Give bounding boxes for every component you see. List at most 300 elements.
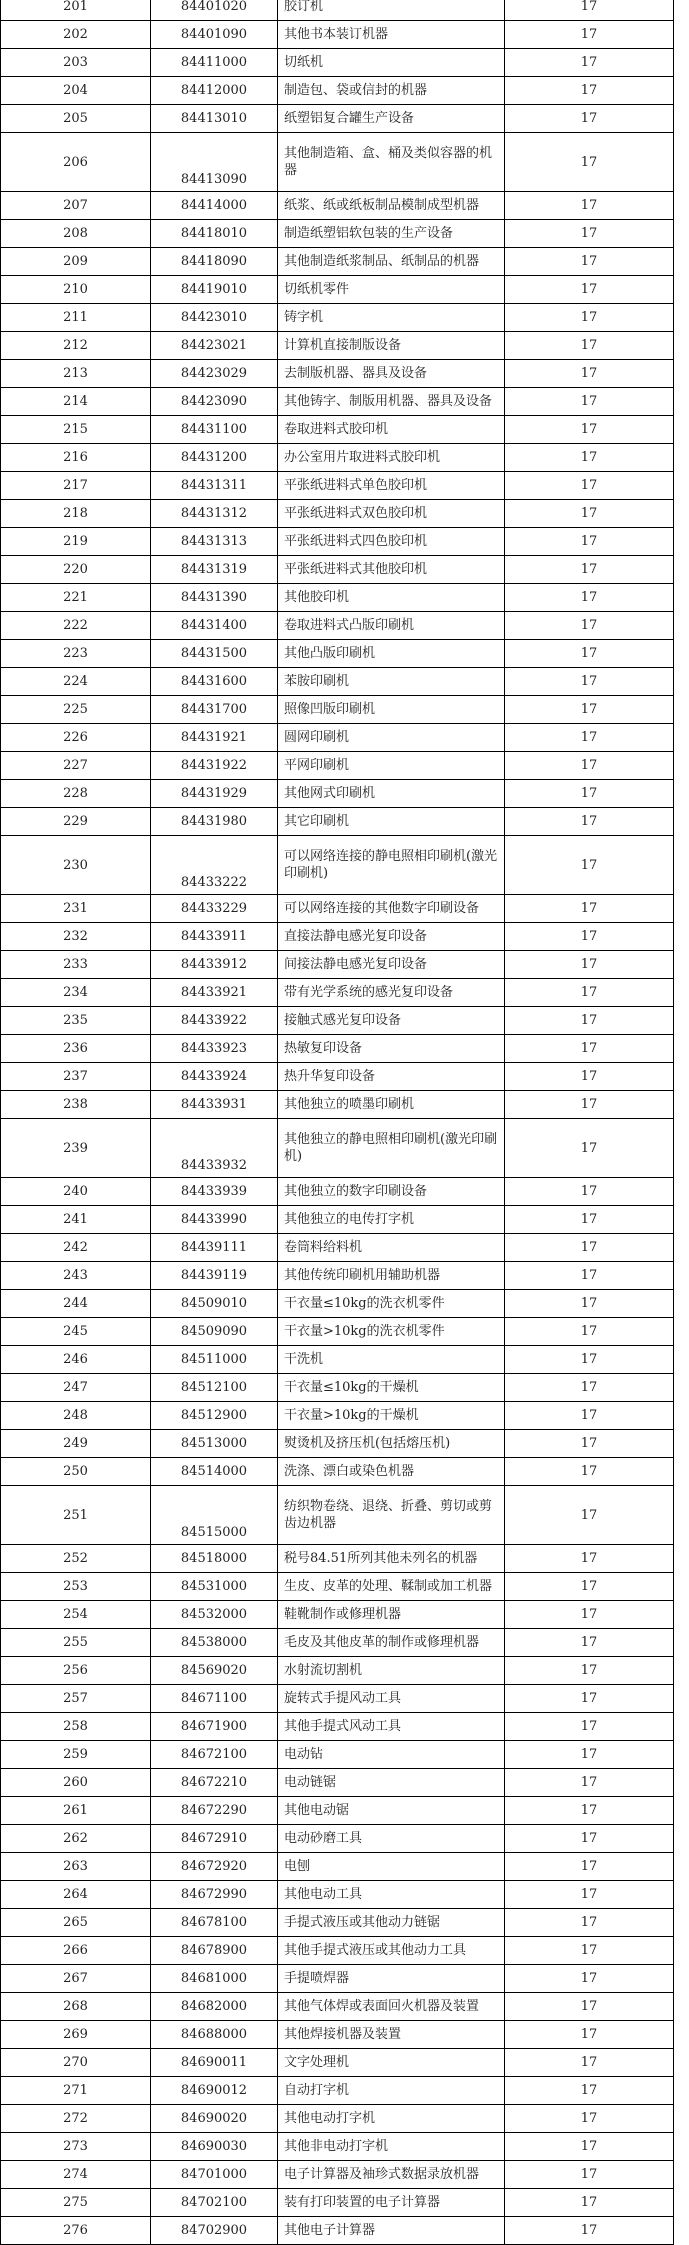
tax-rate-cell: 17 — [505, 1178, 674, 1206]
table-row — [1, 1119, 674, 1178]
tariff-code-cell: 84431980 — [151, 808, 278, 836]
tariff-code-cell: 84431100 — [151, 416, 278, 444]
tariff-code-cell: 84509090 — [151, 1318, 278, 1346]
row-number-cell: 269 — [1, 2021, 151, 2049]
row-number-cell: 206 — [1, 133, 151, 192]
item-name-cell: 纸塑铝复合罐生产设备 — [278, 105, 505, 133]
tax-rate-cell: 17 — [505, 1458, 674, 1486]
item-name-cell: 水射流切割机 — [278, 1657, 505, 1685]
tax-rate-cell: 17 — [505, 2077, 674, 2105]
table-row — [1, 752, 674, 780]
row-number-cell: 266 — [1, 1937, 151, 1965]
tariff-code-cell: 84433921 — [151, 979, 278, 1007]
item-name-cell: 其他焊接机器及装置 — [278, 2021, 505, 2049]
item-name-cell: 其他传统印刷机用辅助机器 — [278, 1262, 505, 1290]
tax-rate-cell: 17 — [505, 388, 674, 416]
item-name-cell: 纸浆、纸或纸板制品模制成型机器 — [278, 192, 505, 220]
row-number-cell: 203 — [1, 49, 151, 77]
tariff-code-cell: 84412000 — [151, 77, 278, 105]
tariff-code-cell: 84702100 — [151, 2189, 278, 2217]
table-row — [1, 444, 674, 472]
row-number-cell: 267 — [1, 1965, 151, 1993]
item-name-cell: 热升华复印设备 — [278, 1063, 505, 1091]
item-name-cell: 鞋靴制作或修理机器 — [278, 1601, 505, 1629]
table-row — [1, 780, 674, 808]
row-number-cell: 245 — [1, 1318, 151, 1346]
item-name-cell: 平张纸进料式其他胶印机 — [278, 556, 505, 584]
table-row — [1, 528, 674, 556]
item-name-cell: 旋转式手提风动工具 — [278, 1685, 505, 1713]
tax-rate-cell: 17 — [505, 1206, 674, 1234]
table-row — [1, 1178, 674, 1206]
tax-rate-cell: 17 — [505, 0, 674, 21]
tariff-code-cell: 84433229 — [151, 895, 278, 923]
tax-rate-cell: 17 — [505, 528, 674, 556]
table-row — [1, 133, 674, 192]
row-number-cell: 252 — [1, 1545, 151, 1573]
tax-rate-cell: 17 — [505, 192, 674, 220]
item-name-cell: 其他手提式风动工具 — [278, 1713, 505, 1741]
table-row — [1, 2049, 674, 2077]
row-number-cell: 217 — [1, 472, 151, 500]
row-number-cell: 224 — [1, 668, 151, 696]
row-number-cell: 202 — [1, 21, 151, 49]
item-name-cell: 自动打字机 — [278, 2077, 505, 2105]
row-number-cell: 215 — [1, 416, 151, 444]
item-name-cell: 计算机直接制版设备 — [278, 332, 505, 360]
table-row — [1, 192, 674, 220]
table-row — [1, 1825, 674, 1853]
item-name-cell: 其他电动锯 — [278, 1797, 505, 1825]
tariff-code-cell: 84431922 — [151, 752, 278, 780]
table-row — [1, 951, 674, 979]
row-number-cell: 216 — [1, 444, 151, 472]
table-row — [1, 2105, 674, 2133]
tariff-code-cell: 84682000 — [151, 1993, 278, 2021]
table-row — [1, 1035, 674, 1063]
row-number-cell: 248 — [1, 1402, 151, 1430]
tax-rate-cell: 17 — [505, 1035, 674, 1063]
row-number-cell: 230 — [1, 836, 151, 895]
tax-rate-cell: 17 — [505, 1657, 674, 1685]
row-number-cell: 265 — [1, 1909, 151, 1937]
table-row — [1, 2161, 674, 2189]
table-row — [1, 1007, 674, 1035]
item-name-cell: 切纸机 — [278, 49, 505, 77]
item-name-cell: 其他电子计算器 — [278, 2217, 505, 2245]
row-number-cell: 240 — [1, 1178, 151, 1206]
table-row — [1, 332, 674, 360]
tariff-code-cell: 84531000 — [151, 1573, 278, 1601]
row-number-cell: 276 — [1, 2217, 151, 2245]
tariff-code-cell: 84672210 — [151, 1769, 278, 1797]
row-number-cell: 231 — [1, 895, 151, 923]
item-name-cell: 其他独立的电传打字机 — [278, 1206, 505, 1234]
tax-rate-cell: 17 — [505, 1881, 674, 1909]
tariff-code-cell: 84513000 — [151, 1430, 278, 1458]
tax-rate-cell: 17 — [505, 332, 674, 360]
table-row — [1, 668, 674, 696]
tariff-code-cell: 84701000 — [151, 2161, 278, 2189]
item-name-cell: 苯胺印刷机 — [278, 668, 505, 696]
row-number-cell: 220 — [1, 556, 151, 584]
tariff-code-cell: 84433990 — [151, 1206, 278, 1234]
tax-rate-cell: 17 — [505, 1234, 674, 1262]
table-row — [1, 2133, 674, 2161]
tax-rate-cell: 17 — [505, 1713, 674, 1741]
item-name-cell: 去制版机器、器具及设备 — [278, 360, 505, 388]
row-number-cell: 261 — [1, 1797, 151, 1825]
tariff-code-cell: 84431311 — [151, 472, 278, 500]
tax-rate-cell: 17 — [505, 612, 674, 640]
table-row — [1, 696, 674, 724]
table-row — [1, 2217, 674, 2245]
tariff-code-cell: 84418010 — [151, 220, 278, 248]
tariff-code-cell: 84433931 — [151, 1091, 278, 1119]
table-row — [1, 1091, 674, 1119]
table-row — [1, 1346, 674, 1374]
tax-rate-cell: 17 — [505, 500, 674, 528]
item-name-cell: 照像凹版印刷机 — [278, 696, 505, 724]
tariff-code-cell: 84433932 — [151, 1119, 278, 1178]
table-row — [1, 923, 674, 951]
tax-rate-cell: 17 — [505, 1629, 674, 1657]
item-name-cell: 其他电动工具 — [278, 1881, 505, 1909]
row-number-cell: 219 — [1, 528, 151, 556]
table-row — [1, 808, 674, 836]
tax-rate-cell: 17 — [505, 2161, 674, 2189]
tax-rate-cell: 17 — [505, 2105, 674, 2133]
tax-rate-cell: 17 — [505, 1741, 674, 1769]
tax-rate-cell: 17 — [505, 696, 674, 724]
item-name-cell: 税号84.51所列其他未列名的机器 — [278, 1545, 505, 1573]
item-name-cell: 平张纸进料式四色胶印机 — [278, 528, 505, 556]
tax-rate-cell: 17 — [505, 1853, 674, 1881]
tariff-code-cell: 84423010 — [151, 304, 278, 332]
row-number-cell: 241 — [1, 1206, 151, 1234]
tax-rate-cell: 17 — [505, 640, 674, 668]
tax-rate-cell: 17 — [505, 2133, 674, 2161]
row-number-cell: 237 — [1, 1063, 151, 1091]
tariff-table-body — [1, 0, 674, 2245]
tax-rate-cell: 17 — [505, 416, 674, 444]
table-row — [1, 304, 674, 332]
item-name-cell: 可以网络连接的静电照相印刷机(激光印刷机) — [278, 836, 505, 895]
row-number-cell: 208 — [1, 220, 151, 248]
tariff-code-cell: 84439119 — [151, 1262, 278, 1290]
tax-rate-cell: 17 — [505, 836, 674, 895]
tariff-code-cell: 84532000 — [151, 1601, 278, 1629]
tariff-code-cell: 84672920 — [151, 1853, 278, 1881]
table-row — [1, 1374, 674, 1402]
tax-rate-cell: 17 — [505, 780, 674, 808]
table-row — [1, 1318, 674, 1346]
row-number-cell: 274 — [1, 2161, 151, 2189]
row-number-cell: 250 — [1, 1458, 151, 1486]
table-row — [1, 979, 674, 1007]
tax-rate-cell: 17 — [505, 1797, 674, 1825]
table-row — [1, 416, 674, 444]
tariff-code-cell: 84690012 — [151, 2077, 278, 2105]
item-name-cell: 胶订机 — [278, 0, 505, 21]
tax-rate-cell: 17 — [505, 1601, 674, 1629]
item-name-cell: 电刨 — [278, 1853, 505, 1881]
row-number-cell: 222 — [1, 612, 151, 640]
item-name-cell: 电动钻 — [278, 1741, 505, 1769]
item-name-cell: 毛皮及其他皮革的制作或修理机器 — [278, 1629, 505, 1657]
item-name-cell: 其他独立的静电照相印刷机(激光印刷机) — [278, 1119, 505, 1178]
tariff-code-cell: 84688000 — [151, 2021, 278, 2049]
row-number-cell: 253 — [1, 1573, 151, 1601]
table-row — [1, 1629, 674, 1657]
tax-rate-cell: 17 — [505, 1063, 674, 1091]
item-name-cell: 直接法静电感光复印设备 — [278, 923, 505, 951]
tax-rate-cell: 17 — [505, 49, 674, 77]
tax-rate-cell: 17 — [505, 1825, 674, 1853]
tax-rate-cell: 17 — [505, 1119, 674, 1178]
item-name-cell: 干洗机 — [278, 1346, 505, 1374]
tariff-code-cell: 84569020 — [151, 1657, 278, 1685]
row-number-cell: 270 — [1, 2049, 151, 2077]
tariff-code-cell: 84678100 — [151, 1909, 278, 1937]
table-row — [1, 1797, 674, 1825]
table-row — [1, 77, 674, 105]
item-name-cell: 纺织物卷绕、退绕、折叠、剪切或剪齿边机器 — [278, 1486, 505, 1545]
row-number-cell: 226 — [1, 724, 151, 752]
row-number-cell: 272 — [1, 2105, 151, 2133]
table-row — [1, 1657, 674, 1685]
item-name-cell: 手提式液压或其他动力链锯 — [278, 1909, 505, 1937]
tariff-code-cell: 84431600 — [151, 668, 278, 696]
item-name-cell: 洗涤、漂白或染色机器 — [278, 1458, 505, 1486]
table-row — [1, 1993, 674, 2021]
tariff-code-cell: 84690030 — [151, 2133, 278, 2161]
table-row — [1, 640, 674, 668]
table-row — [1, 1290, 674, 1318]
item-name-cell: 制造包、袋或信封的机器 — [278, 77, 505, 105]
item-name-cell: 熨烫机及挤压机(包括熔压机) — [278, 1430, 505, 1458]
row-number-cell: 239 — [1, 1119, 151, 1178]
row-number-cell: 257 — [1, 1685, 151, 1713]
tariff-code-cell: 84433923 — [151, 1035, 278, 1063]
table-row — [1, 1262, 674, 1290]
item-name-cell: 接触式感光复印设备 — [278, 1007, 505, 1035]
tax-rate-cell: 17 — [505, 1091, 674, 1119]
row-number-cell: 242 — [1, 1234, 151, 1262]
tax-rate-cell: 17 — [505, 1769, 674, 1797]
tax-rate-cell: 17 — [505, 1573, 674, 1601]
tariff-code-cell: 84433911 — [151, 923, 278, 951]
tariff-code-cell: 84423029 — [151, 360, 278, 388]
table-row — [1, 1430, 674, 1458]
tariff-code-cell: 84514000 — [151, 1458, 278, 1486]
tariff-code-cell: 84439111 — [151, 1234, 278, 1262]
tariff-code-cell: 84678900 — [151, 1937, 278, 1965]
tariff-code-cell: 84690011 — [151, 2049, 278, 2077]
table-row — [1, 1206, 674, 1234]
item-name-cell: 间接法静电感光复印设备 — [278, 951, 505, 979]
row-number-cell: 233 — [1, 951, 151, 979]
table-row — [1, 1881, 674, 1909]
table-row — [1, 49, 674, 77]
tax-rate-cell: 17 — [505, 2021, 674, 2049]
row-number-cell: 221 — [1, 584, 151, 612]
row-number-cell: 256 — [1, 1657, 151, 1685]
row-number-cell: 254 — [1, 1601, 151, 1629]
item-name-cell: 热敏复印设备 — [278, 1035, 505, 1063]
tax-rate-cell: 17 — [505, 133, 674, 192]
table-row — [1, 724, 674, 752]
row-number-cell: 275 — [1, 2189, 151, 2217]
table-row — [1, 2021, 674, 2049]
table-row — [1, 0, 674, 21]
tariff-code-cell: 84672910 — [151, 1825, 278, 1853]
tax-rate-cell: 17 — [505, 360, 674, 388]
row-number-cell: 213 — [1, 360, 151, 388]
tax-rate-cell: 17 — [505, 304, 674, 332]
table-row — [1, 2077, 674, 2105]
table-row — [1, 584, 674, 612]
row-number-cell: 262 — [1, 1825, 151, 1853]
item-name-cell: 卷取进料式凸版印刷机 — [278, 612, 505, 640]
tax-rate-cell: 17 — [505, 77, 674, 105]
item-name-cell: 电动砂磨工具 — [278, 1825, 505, 1853]
tax-rate-cell: 17 — [505, 752, 674, 780]
tariff-code-cell: 84672290 — [151, 1797, 278, 1825]
tax-rate-cell: 17 — [505, 1374, 674, 1402]
tariff-code-cell: 84401020 — [151, 0, 278, 21]
tariff-code-cell: 84512100 — [151, 1374, 278, 1402]
tariff-code-cell: 84431312 — [151, 500, 278, 528]
table-row — [1, 1937, 674, 1965]
tax-rate-cell: 17 — [505, 220, 674, 248]
table-row — [1, 836, 674, 895]
item-name-cell: 干衣量≤10kg的洗衣机零件 — [278, 1290, 505, 1318]
row-number-cell: 227 — [1, 752, 151, 780]
tax-rate-cell: 17 — [505, 923, 674, 951]
table-row — [1, 1063, 674, 1091]
tax-rate-cell: 17 — [505, 1486, 674, 1545]
tax-rate-cell: 17 — [505, 1545, 674, 1573]
item-name-cell: 其他制造纸浆制品、纸制品的机器 — [278, 248, 505, 276]
item-name-cell: 圆网印刷机 — [278, 724, 505, 752]
table-row — [1, 276, 674, 304]
tax-rate-cell: 17 — [505, 556, 674, 584]
tariff-code-cell: 84515000 — [151, 1486, 278, 1545]
row-number-cell: 201 — [1, 0, 151, 21]
tariff-code-cell: 84431921 — [151, 724, 278, 752]
tariff-code-cell: 84672100 — [151, 1741, 278, 1769]
row-number-cell: 251 — [1, 1486, 151, 1545]
row-number-cell: 255 — [1, 1629, 151, 1657]
item-name-cell: 装有打印装置的电子计算器 — [278, 2189, 505, 2217]
tax-rate-cell: 17 — [505, 2049, 674, 2077]
tariff-code-cell: 84671100 — [151, 1685, 278, 1713]
tax-rate-cell: 17 — [505, 1430, 674, 1458]
table-row — [1, 360, 674, 388]
tax-rate-cell: 17 — [505, 951, 674, 979]
table-row — [1, 1486, 674, 1545]
row-number-cell: 207 — [1, 192, 151, 220]
row-number-cell: 214 — [1, 388, 151, 416]
table-row — [1, 388, 674, 416]
item-name-cell: 切纸机零件 — [278, 276, 505, 304]
row-number-cell: 244 — [1, 1290, 151, 1318]
item-name-cell: 其他书本装订机器 — [278, 21, 505, 49]
table-row — [1, 105, 674, 133]
tariff-code-cell: 84690020 — [151, 2105, 278, 2133]
table-row — [1, 472, 674, 500]
row-number-cell: 218 — [1, 500, 151, 528]
row-number-cell: 210 — [1, 276, 151, 304]
item-name-cell: 其他电动打字机 — [278, 2105, 505, 2133]
tariff-code-cell: 84431929 — [151, 780, 278, 808]
tariff-code-cell: 84671900 — [151, 1713, 278, 1741]
table-row — [1, 1769, 674, 1797]
tax-rate-cell: 17 — [505, 668, 674, 696]
item-name-cell: 卷取进料式胶印机 — [278, 416, 505, 444]
tax-rate-cell: 17 — [505, 895, 674, 923]
item-name-cell: 生皮、皮革的处理、鞣制或加工机器 — [278, 1573, 505, 1601]
tariff-code-cell: 84702900 — [151, 2217, 278, 2245]
item-name-cell: 其他凸版印刷机 — [278, 640, 505, 668]
tariff-code-cell: 84423090 — [151, 388, 278, 416]
row-number-cell: 249 — [1, 1430, 151, 1458]
row-number-cell: 209 — [1, 248, 151, 276]
row-number-cell: 205 — [1, 105, 151, 133]
item-name-cell: 可以网络连接的其他数字印刷设备 — [278, 895, 505, 923]
row-number-cell: 246 — [1, 1346, 151, 1374]
table-row — [1, 1458, 674, 1486]
table-row — [1, 1234, 674, 1262]
tariff-code-cell: 84413090 — [151, 133, 278, 192]
tariff-code-cell: 84419010 — [151, 276, 278, 304]
tariff-code-cell: 84431200 — [151, 444, 278, 472]
tax-rate-cell: 17 — [505, 1909, 674, 1937]
tax-rate-cell: 17 — [505, 1007, 674, 1035]
item-name-cell: 其它印刷机 — [278, 808, 505, 836]
row-number-cell: 223 — [1, 640, 151, 668]
tariff-code-cell: 84518000 — [151, 1545, 278, 1573]
item-name-cell: 干衣量>10kg的干燥机 — [278, 1402, 505, 1430]
tax-rate-cell: 17 — [505, 1937, 674, 1965]
row-number-cell: 211 — [1, 304, 151, 332]
row-number-cell: 204 — [1, 77, 151, 105]
table-row — [1, 1685, 674, 1713]
tax-rate-cell: 17 — [505, 2217, 674, 2245]
row-number-cell: 238 — [1, 1091, 151, 1119]
item-name-cell: 其他手提式液压或其他动力工具 — [278, 1937, 505, 1965]
tariff-code-cell: 84433222 — [151, 836, 278, 895]
tax-rate-cell: 17 — [505, 1402, 674, 1430]
row-number-cell: 235 — [1, 1007, 151, 1035]
row-number-cell: 232 — [1, 923, 151, 951]
row-number-cell: 273 — [1, 2133, 151, 2161]
item-name-cell: 其他胶印机 — [278, 584, 505, 612]
row-number-cell: 234 — [1, 979, 151, 1007]
item-name-cell: 干衣量>10kg的洗衣机零件 — [278, 1318, 505, 1346]
tax-rate-cell: 17 — [505, 979, 674, 1007]
tariff-code-cell: 84681000 — [151, 1965, 278, 1993]
table-row — [1, 1545, 674, 1573]
tariff-code-cell: 84401090 — [151, 21, 278, 49]
tariff-code-cell: 84433924 — [151, 1063, 278, 1091]
item-name-cell: 文字处理机 — [278, 2049, 505, 2077]
table-row — [1, 1909, 674, 1937]
table-row — [1, 248, 674, 276]
table-row — [1, 2189, 674, 2217]
row-number-cell: 271 — [1, 2077, 151, 2105]
